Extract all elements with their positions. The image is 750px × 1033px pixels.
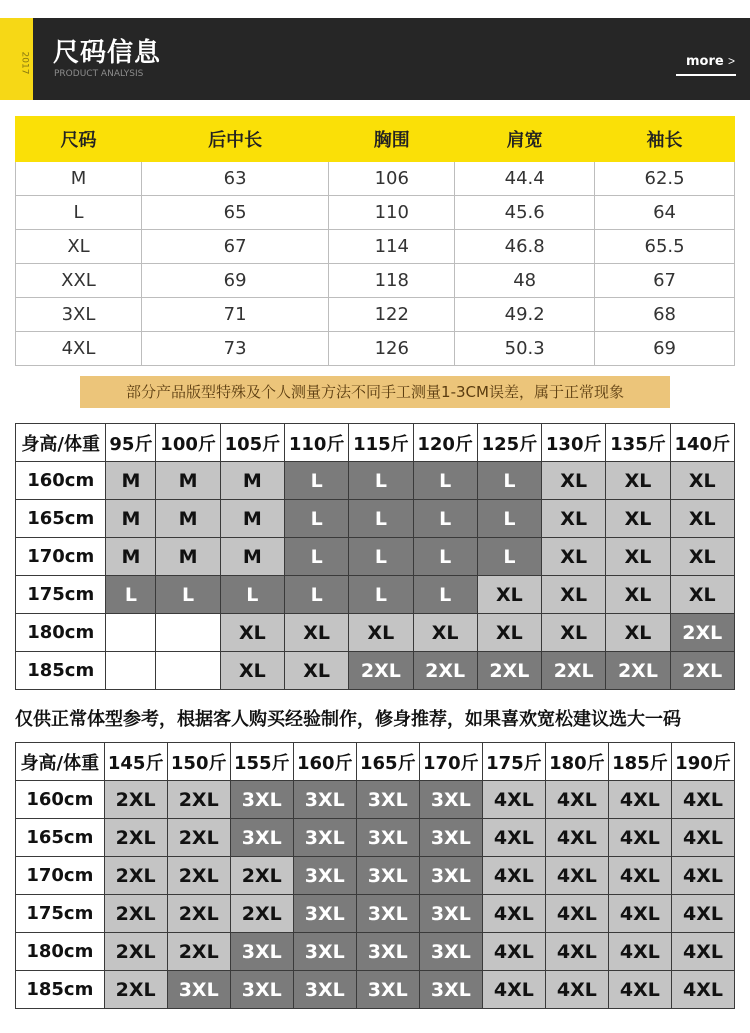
grid-row [16, 500, 735, 538]
height-label-cell: 165cm [16, 500, 106, 538]
size-table-cell: 68 [595, 298, 735, 332]
grid-header-row [16, 424, 735, 462]
size-cell: 4XL [608, 819, 671, 857]
grid-corner-cell: 身高/体重 [16, 424, 106, 462]
size-cell: 4XL [608, 781, 671, 819]
size-cell: XL [220, 614, 284, 652]
size-cell: 2XL [104, 971, 167, 1009]
size-cell: 3XL [356, 819, 419, 857]
size-cell: 3XL [356, 857, 419, 895]
size-cell: 2XL [413, 652, 477, 690]
size-cell: 3XL [230, 781, 293, 819]
size-cell: XL [606, 500, 670, 538]
height-label-cell: 160cm [16, 462, 106, 500]
size-cell: 2XL [670, 652, 734, 690]
size-cell: 3XL [293, 895, 356, 933]
size-cell: XL [670, 576, 734, 614]
grid-row [16, 462, 735, 500]
size-cell: 2XL [104, 857, 167, 895]
weight-header-cell: 155斤 [230, 743, 293, 781]
size-cell: 3XL [293, 781, 356, 819]
height-label-cell: 175cm [16, 895, 105, 933]
height-label-cell: 170cm [16, 857, 105, 895]
size-table-header-row [16, 117, 735, 162]
size-cell [106, 652, 156, 690]
size-cell: XL [542, 500, 606, 538]
size-table-cell: 49.2 [455, 298, 595, 332]
size-cell: 3XL [230, 819, 293, 857]
weight-header-cell: 115斤 [349, 424, 413, 462]
grid-row [16, 781, 735, 819]
size-cell: XL [284, 614, 348, 652]
size-table-cell: 64 [595, 196, 735, 230]
size-cell [106, 614, 156, 652]
size-cell: 4XL [482, 895, 545, 933]
grid-row [16, 538, 735, 576]
size-cell: 2XL [104, 933, 167, 971]
size-cell: M [156, 538, 220, 576]
weight-header-cell: 95斤 [106, 424, 156, 462]
grid-row [16, 652, 735, 690]
size-cell: M [220, 462, 284, 500]
size-table-cell: 122 [329, 298, 455, 332]
size-cell: 4XL [482, 857, 545, 895]
grid-row [16, 819, 735, 857]
size-cell: L [156, 576, 220, 614]
size-cell: XL [670, 462, 734, 500]
weight-header-cell: 135斤 [606, 424, 670, 462]
height-label-cell: 180cm [16, 614, 106, 652]
grid-row [16, 971, 735, 1009]
size-table-header-cell: 胸围 [329, 117, 455, 162]
size-cell: 3XL [356, 781, 419, 819]
size-cell: L [477, 462, 541, 500]
size-cell: 4XL [671, 857, 734, 895]
grid-row [16, 933, 735, 971]
size-cell: 4XL [671, 971, 734, 1009]
size-cell: XL [670, 500, 734, 538]
size-cell: 2XL [230, 895, 293, 933]
size-table-cell: 46.8 [455, 230, 595, 264]
size-cell: 2XL [477, 652, 541, 690]
size-cell: 3XL [293, 857, 356, 895]
size-cell: L [284, 500, 348, 538]
size-cell: XL [606, 614, 670, 652]
size-cell: 4XL [482, 933, 545, 971]
size-cell: 3XL [419, 895, 482, 933]
grid-row [16, 895, 735, 933]
size-table-cell: 44.4 [455, 162, 595, 196]
size-cell: XL [542, 576, 606, 614]
size-cell: 2XL [104, 895, 167, 933]
weight-header-cell: 100斤 [156, 424, 220, 462]
weight-header-cell: 125斤 [477, 424, 541, 462]
size-table-cell: L [16, 196, 142, 230]
size-table-cell: 69 [595, 332, 735, 366]
size-cell: 3XL [293, 819, 356, 857]
size-cell: L [349, 576, 413, 614]
size-cell: 3XL [419, 933, 482, 971]
size-table-cell: 71 [141, 298, 328, 332]
weight-header-cell: 105斤 [220, 424, 284, 462]
weight-header-cell: 130斤 [542, 424, 606, 462]
size-table-header-cell: 后中长 [141, 117, 328, 162]
height-label-cell: 165cm [16, 819, 105, 857]
size-table-cell: 118 [329, 264, 455, 298]
size-cell: L [106, 576, 156, 614]
size-table-cell: 73 [141, 332, 328, 366]
weight-header-cell: 120斤 [413, 424, 477, 462]
size-cell: 2XL [167, 781, 230, 819]
size-cell: 2XL [670, 614, 734, 652]
size-cell: L [477, 538, 541, 576]
grid-header-row [16, 743, 735, 781]
size-cell: L [413, 462, 477, 500]
more-link[interactable]: more [686, 54, 724, 69]
size-cell: 4XL [545, 781, 608, 819]
weight-header-cell: 185斤 [608, 743, 671, 781]
size-cell: L [284, 576, 348, 614]
size-cell: 2XL [104, 819, 167, 857]
year-label: 2017 [19, 51, 30, 75]
size-cell: 2XL [167, 895, 230, 933]
size-cell: XL [542, 462, 606, 500]
size-cell: M [106, 500, 156, 538]
size-cell: 3XL [230, 933, 293, 971]
size-cell: 3XL [356, 971, 419, 1009]
size-cell: XL [606, 462, 670, 500]
size-cell: 4XL [671, 895, 734, 933]
size-table-cell: 114 [329, 230, 455, 264]
size-cell: M [220, 500, 284, 538]
height-label-cell: 180cm [16, 933, 105, 971]
size-table-cell: 106 [329, 162, 455, 196]
size-cell: 3XL [356, 933, 419, 971]
size-table-cell: 69 [141, 264, 328, 298]
weight-header-cell: 140斤 [670, 424, 734, 462]
size-cell: 2XL [104, 781, 167, 819]
size-cell: L [349, 538, 413, 576]
size-cell: 3XL [293, 971, 356, 1009]
weight-header-cell: 175斤 [482, 743, 545, 781]
height-label-cell: 185cm [16, 652, 106, 690]
size-table-cell: 45.6 [455, 196, 595, 230]
size-cell: 2XL [230, 857, 293, 895]
size-cell: XL [220, 652, 284, 690]
size-cell: M [220, 538, 284, 576]
size-cell: L [349, 500, 413, 538]
size-table-header-cell: 肩宽 [455, 117, 595, 162]
size-table-row [16, 332, 735, 366]
size-table-cell: XXL [16, 264, 142, 298]
size-cell: 4XL [545, 895, 608, 933]
size-cell: L [349, 462, 413, 500]
chevron-right-icon[interactable]: > [728, 54, 736, 68]
fit-caption: 仅供正常体型参考，根据客人购买经验制作，修身推荐，如果喜欢宽松建议选大一码 [15, 709, 681, 730]
size-cell: XL [606, 538, 670, 576]
height-weight-grid-1 [15, 423, 735, 690]
more-underline [676, 74, 736, 76]
size-cell: 4XL [608, 933, 671, 971]
size-cell: 3XL [419, 781, 482, 819]
size-table-cell: 48 [455, 264, 595, 298]
size-cell: M [156, 500, 220, 538]
size-cell [156, 614, 220, 652]
size-cell: L [477, 500, 541, 538]
size-cell: L [413, 500, 477, 538]
size-cell: 4XL [671, 933, 734, 971]
size-cell: 3XL [419, 971, 482, 1009]
size-table-cell: XL [16, 230, 142, 264]
size-table-row [16, 196, 735, 230]
size-cell: 3XL [167, 971, 230, 1009]
size-cell: 4XL [608, 857, 671, 895]
size-cell: 4XL [545, 971, 608, 1009]
page-subtitle: PRODUCT ANALYSIS [54, 69, 144, 79]
header-banner [0, 18, 750, 100]
size-table-cell: M [16, 162, 142, 196]
size-table-row [16, 162, 735, 196]
size-table-header-cell: 尺码 [16, 117, 142, 162]
size-cell: 2XL [167, 819, 230, 857]
size-cell: 3XL [293, 933, 356, 971]
size-table-cell: 110 [329, 196, 455, 230]
height-label-cell: 170cm [16, 538, 106, 576]
size-cell: 4XL [608, 971, 671, 1009]
size-cell: L [284, 538, 348, 576]
size-cell: XL [670, 538, 734, 576]
size-table-cell: 50.3 [455, 332, 595, 366]
size-table-cell: 4XL [16, 332, 142, 366]
size-cell: M [106, 538, 156, 576]
grid-corner-cell: 身高/体重 [16, 743, 105, 781]
grid-row [16, 576, 735, 614]
size-cell: 4XL [482, 971, 545, 1009]
page-title: 尺码信息 [53, 38, 162, 68]
size-cell: XL [606, 576, 670, 614]
size-cell: 4XL [545, 933, 608, 971]
size-cell: L [413, 538, 477, 576]
size-cell: 3XL [419, 819, 482, 857]
weight-header-cell: 165斤 [356, 743, 419, 781]
size-table-cell: 65 [141, 196, 328, 230]
weight-header-cell: 110斤 [284, 424, 348, 462]
size-cell: XL [413, 614, 477, 652]
size-cell: 4XL [482, 781, 545, 819]
size-cell: 2XL [167, 933, 230, 971]
height-label-cell: 160cm [16, 781, 105, 819]
size-cell: 3XL [356, 895, 419, 933]
size-table-header-cell: 袖长 [595, 117, 735, 162]
weight-header-cell: 150斤 [167, 743, 230, 781]
size-table-cell: 65.5 [595, 230, 735, 264]
size-cell: 4XL [608, 895, 671, 933]
size-table [15, 116, 735, 366]
height-label-cell: 175cm [16, 576, 106, 614]
size-cell: 4XL [545, 819, 608, 857]
size-cell: XL [349, 614, 413, 652]
size-table-cell: 3XL [16, 298, 142, 332]
size-table-cell: 67 [141, 230, 328, 264]
size-cell: 2XL [542, 652, 606, 690]
weight-header-cell: 160斤 [293, 743, 356, 781]
measurement-note: 部分产品版型特殊及个人测量方法不同手工测量1-3CM误差，属于正常现象 [80, 376, 670, 408]
weight-header-cell: 190斤 [671, 743, 734, 781]
size-cell: 3XL [419, 857, 482, 895]
size-cell: 2XL [606, 652, 670, 690]
grid-row [16, 857, 735, 895]
size-cell: XL [284, 652, 348, 690]
size-cell: 4XL [545, 857, 608, 895]
size-cell: XL [477, 576, 541, 614]
size-table-cell: 67 [595, 264, 735, 298]
size-cell: XL [542, 614, 606, 652]
weight-header-cell: 180斤 [545, 743, 608, 781]
size-cell: M [156, 462, 220, 500]
size-cell: 4XL [671, 819, 734, 857]
size-cell: L [284, 462, 348, 500]
size-cell [156, 652, 220, 690]
size-cell: 4XL [671, 781, 734, 819]
size-table-row [16, 264, 735, 298]
height-label-cell: 185cm [16, 971, 105, 1009]
height-weight-grid-2 [15, 742, 735, 1009]
weight-header-cell: 145斤 [104, 743, 167, 781]
size-cell: L [220, 576, 284, 614]
size-table-cell: 63 [141, 162, 328, 196]
size-cell: 2XL [349, 652, 413, 690]
size-table-row [16, 230, 735, 264]
weight-header-cell: 170斤 [419, 743, 482, 781]
size-table-cell: 126 [329, 332, 455, 366]
size-cell: 4XL [482, 819, 545, 857]
size-table-row [16, 298, 735, 332]
size-cell: L [413, 576, 477, 614]
size-cell: 2XL [167, 857, 230, 895]
grid-row [16, 614, 735, 652]
size-cell: 3XL [230, 971, 293, 1009]
size-cell: M [106, 462, 156, 500]
size-table-cell: 62.5 [595, 162, 735, 196]
size-cell: XL [542, 538, 606, 576]
size-cell: XL [477, 614, 541, 652]
